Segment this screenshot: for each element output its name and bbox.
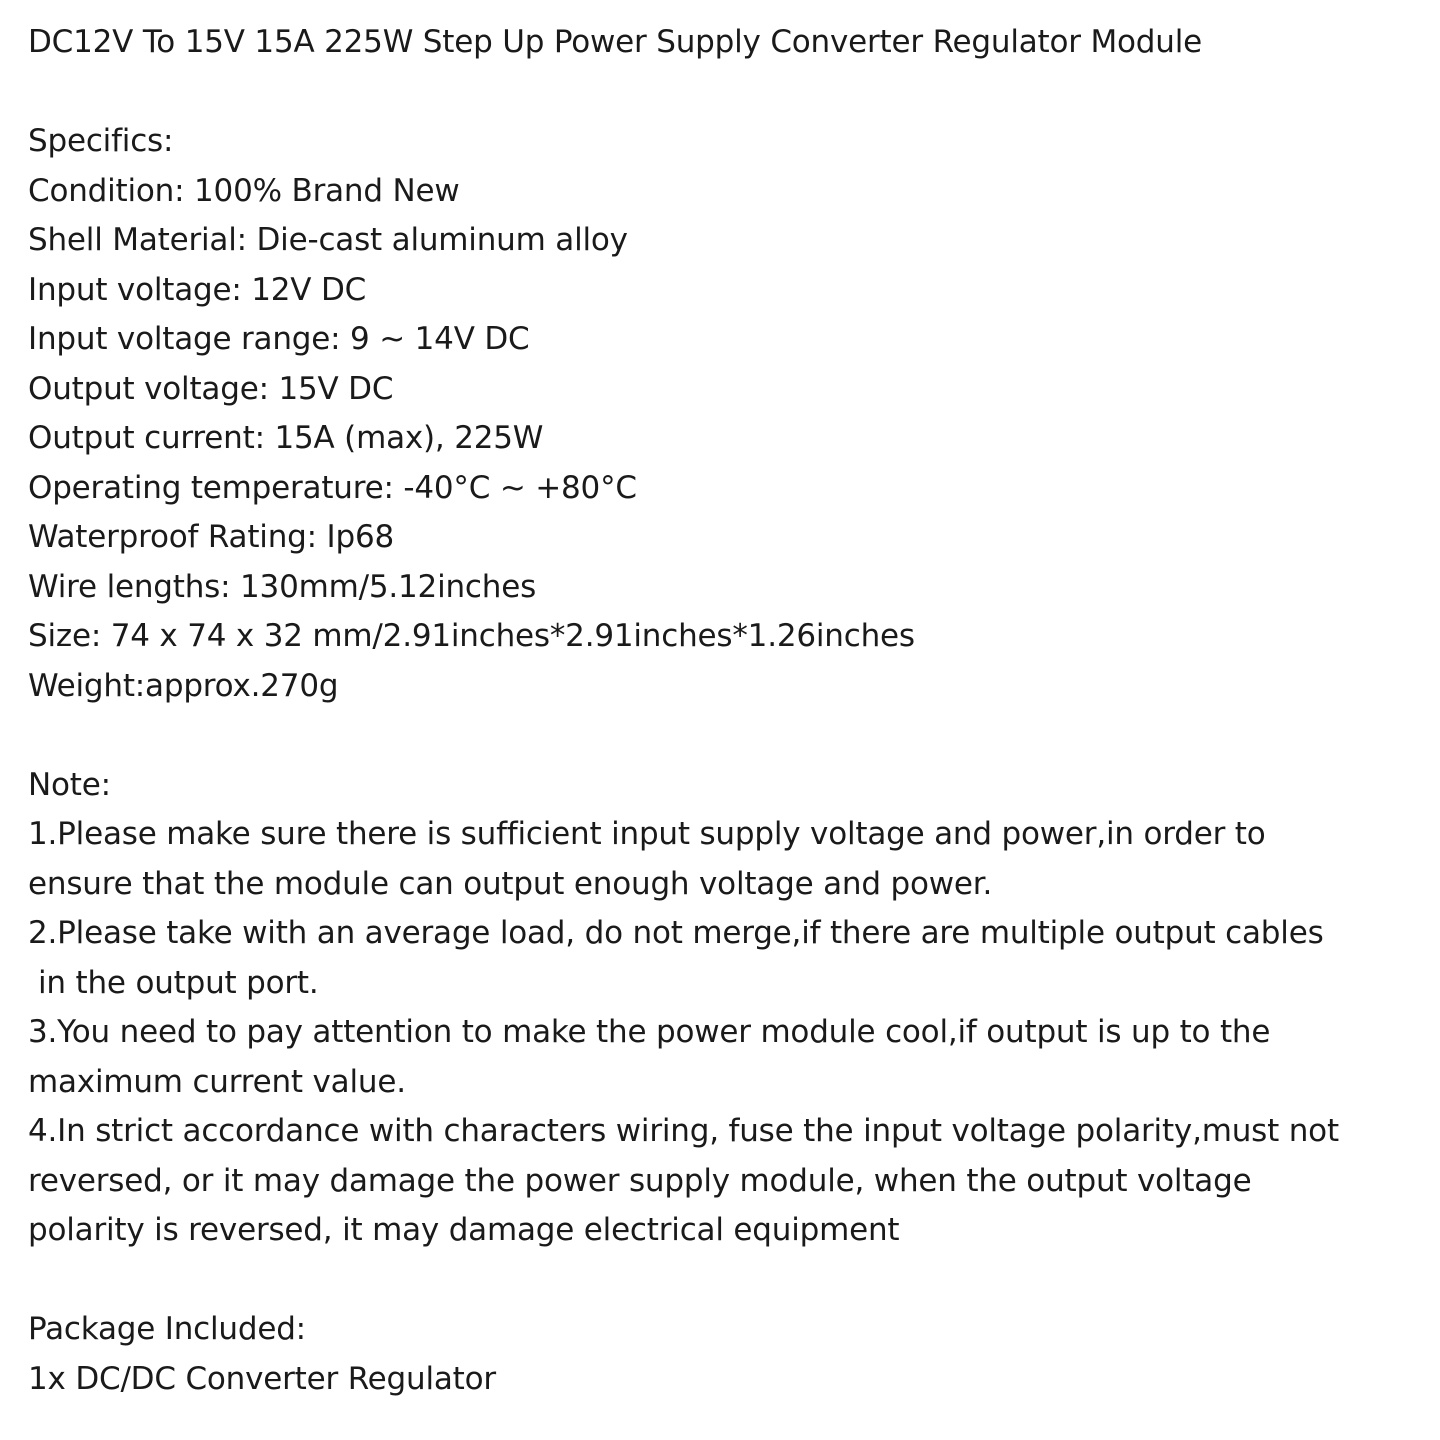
spacer: [28, 1256, 1428, 1306]
note-line: 3.You need to pay attention to make the power module cool,if output is up to the: [28, 1014, 1271, 1050]
specifics-heading: Specifics:: [28, 123, 174, 159]
spacer: [28, 711, 1428, 761]
spec-condition: Condition: 100% Brand New: [28, 172, 460, 209]
note-line: in the output port.: [38, 964, 319, 1001]
product-description: [28, 18, 1428, 1404]
spec-operating-temperature: Operating temperature: -40°C ~ +80°C: [28, 469, 637, 506]
package-item: 1x DC/DC Converter Regulator: [28, 1360, 496, 1397]
spec-input-voltage: Input voltage: 12V DC: [28, 271, 367, 308]
package-heading: Package Included:: [28, 1311, 306, 1347]
note-line: 1.Please make sure there is sufficient input supply voltage and power,in order to: [28, 816, 1266, 852]
spec-output-voltage: Output voltage: 15V DC: [28, 370, 394, 407]
note-line: 4.In strict accordance with characters wiring, fuse the input voltage polarity,must not: [28, 1113, 1339, 1149]
note-line: reversed, or it may damage the power supply module, when the output voltage: [28, 1162, 1252, 1199]
spec-weight: Weight:approx.270g: [28, 667, 339, 704]
spec-wire-lengths: Wire lengths: 130mm/5.12inches: [28, 568, 537, 605]
note-line: ensure that the module can output enough voltage and power.: [28, 865, 993, 902]
spacer: [28, 68, 1428, 118]
spec-output-current: Output current: 15A (max), 225W: [28, 420, 544, 456]
spec-shell-material: Shell Material: Die-cast aluminum alloy: [28, 222, 628, 258]
note-line: polarity is reversed, it may damage electrical equipment: [28, 1212, 900, 1248]
spec-input-voltage-range: Input voltage range: 9 ~ 14V DC: [28, 321, 530, 357]
spec-size: Size: 74 x 74 x 32 mm/2.91inches*2.91inches*1.26inches: [28, 618, 915, 654]
note-line: 2.Please take with an average load, do not merge,if there are multiple output cables: [28, 915, 1324, 951]
note-heading: Note:: [28, 766, 111, 803]
product-title: DC12V To 15V 15A 225W Step Up Power Supply Converter Regulator Module: [28, 24, 1202, 60]
note-line: maximum current value.: [28, 1063, 406, 1100]
spec-waterproof-rating: Waterproof Rating: Ip68: [28, 519, 394, 555]
